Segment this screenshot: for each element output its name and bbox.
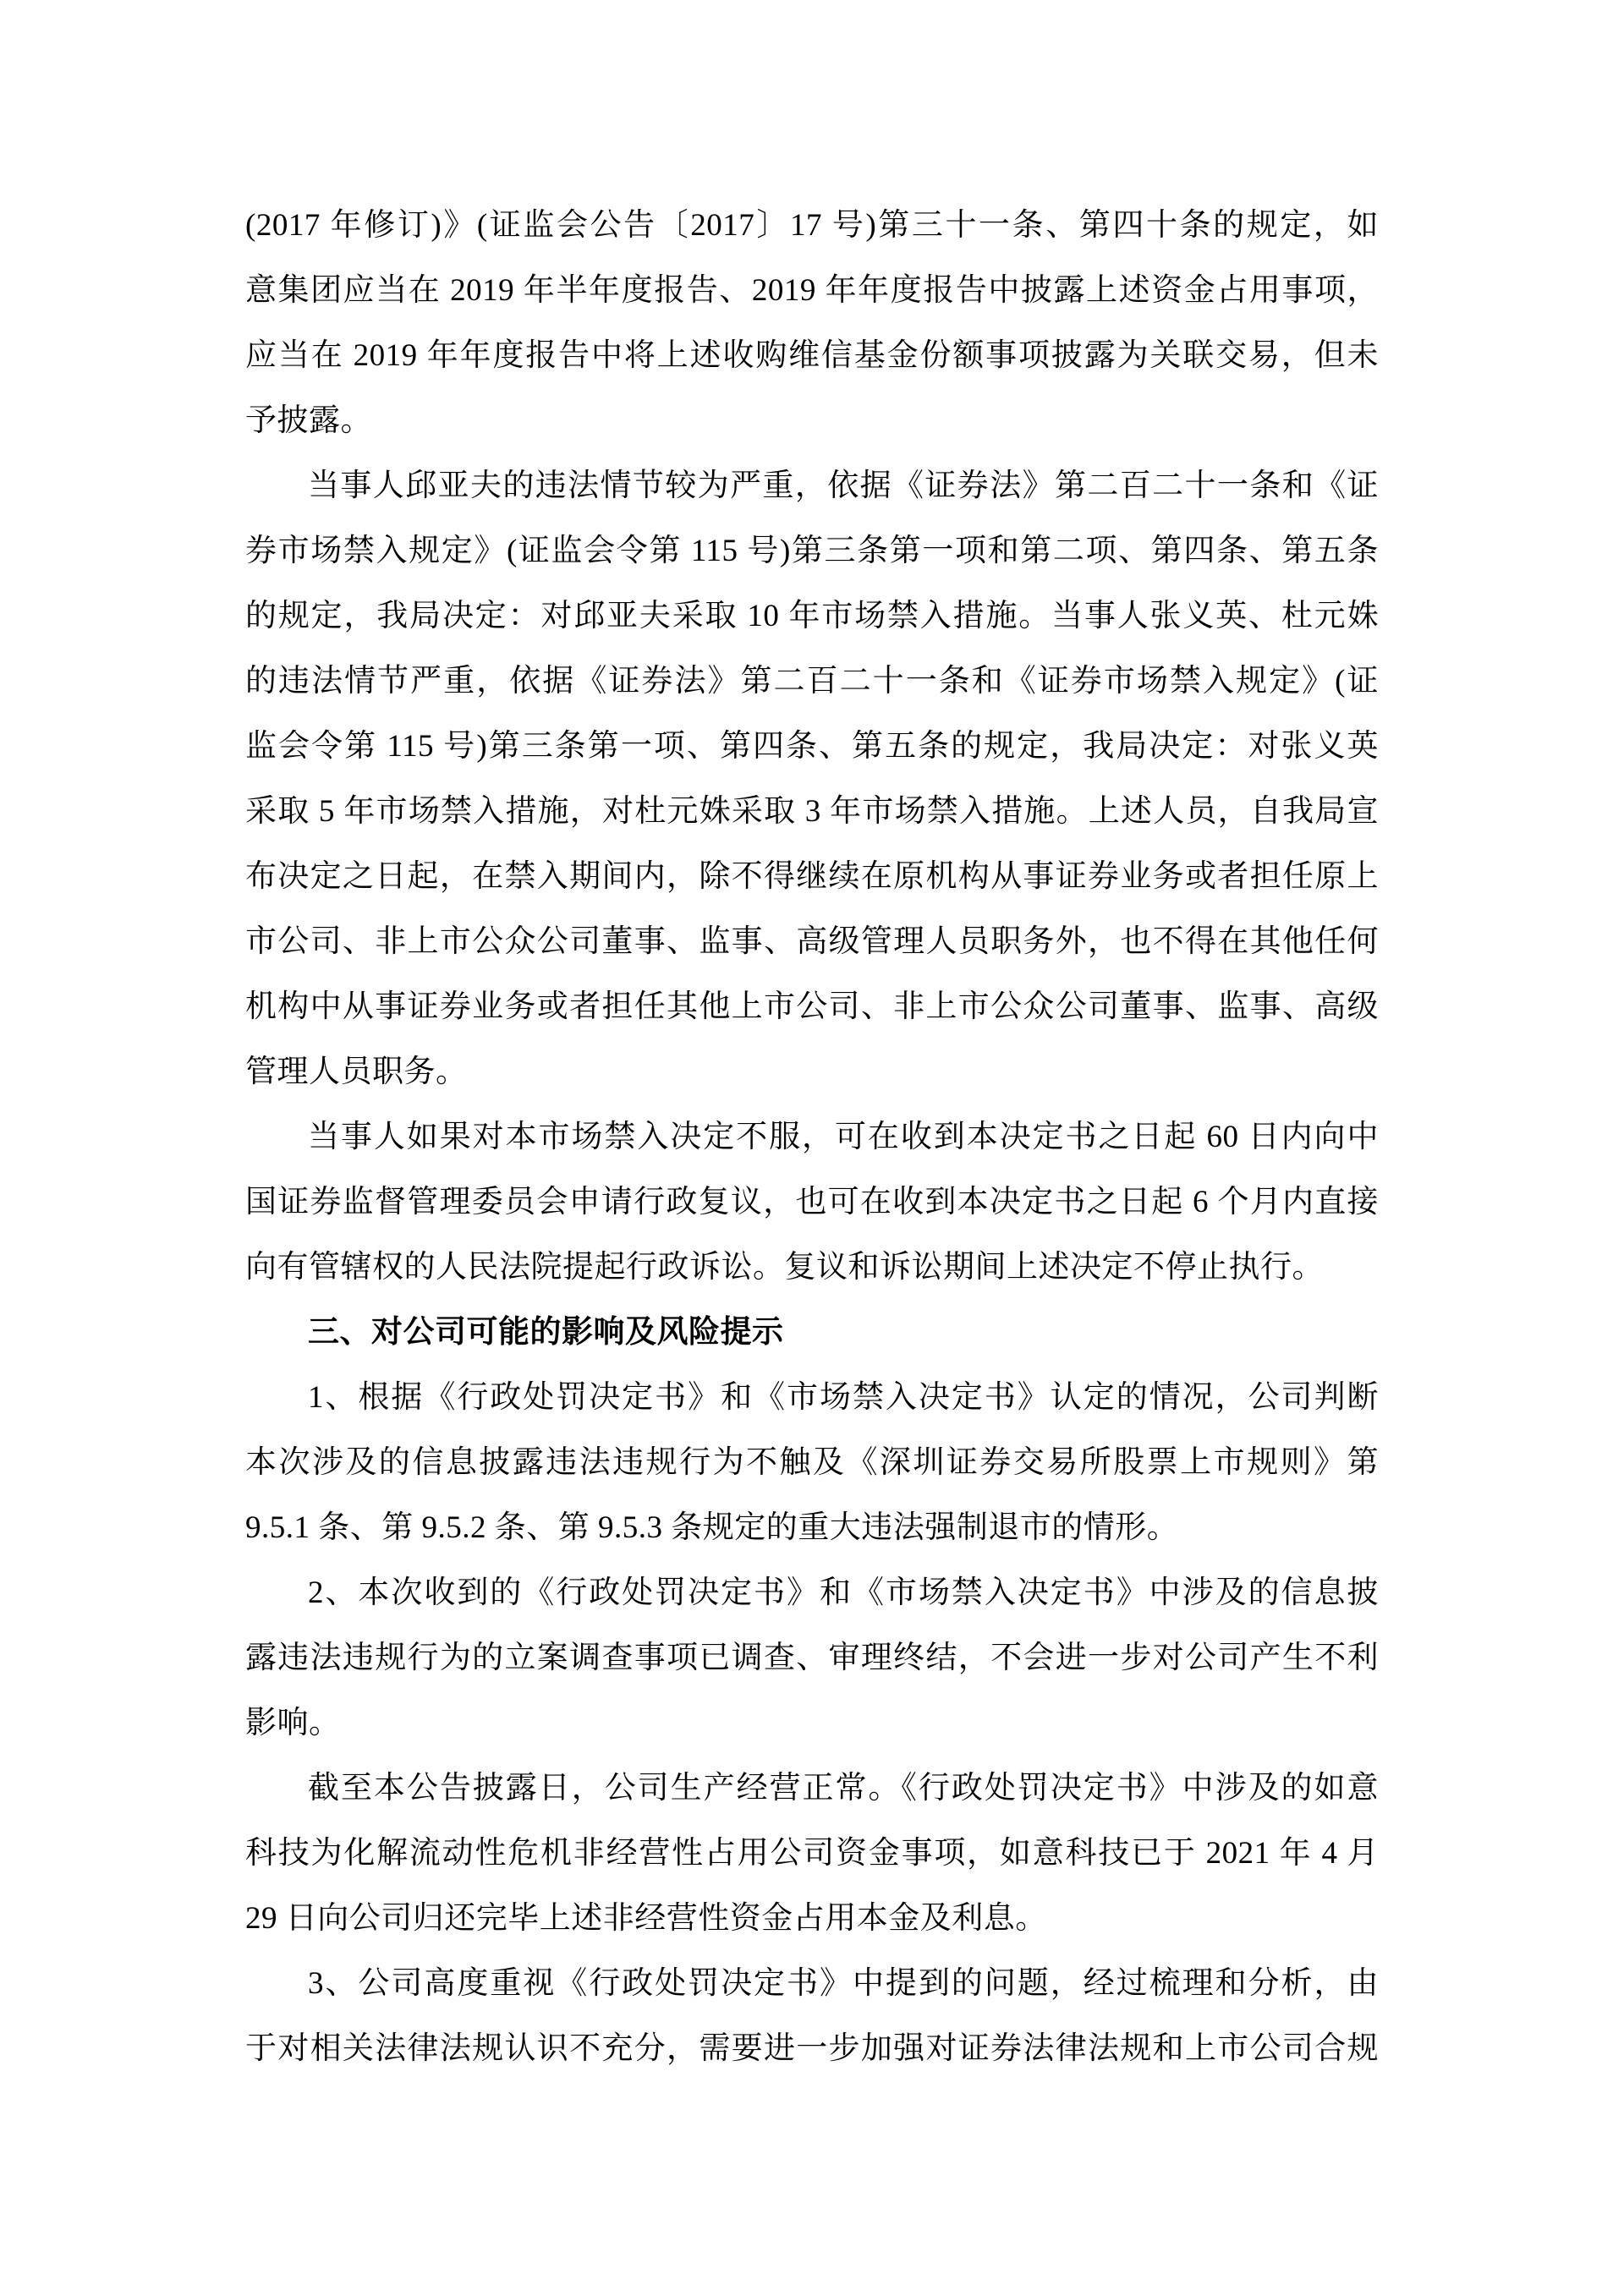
document-body <box>245 193 1379 2081</box>
text-line: 科技为化解流动性危机非经营性占用公司资金事项，如意科技已于 2021 年 4 月 <box>245 1836 1379 1871</box>
text-line: 3、公司高度重视《行政处罚决定书》中提到的问题，经过梳理和分析，由 <box>308 1966 1379 2001</box>
text-line: 监会令第 115 号)第三条第一项、第四条、第五条的规定，我局决定：对张义英 <box>245 729 1379 764</box>
section-heading: 三、对公司可能的影响及风险提示 <box>308 1315 784 1350</box>
text-line: 1、根据《行政处罚决定书》和《市场禁入决定书》认定的情况，公司判断 <box>308 1380 1379 1415</box>
text-line: 露违法违规行为的立案调查事项已调查、审理终结，不会进一步对公司产生不利 <box>245 1641 1379 1675</box>
text-line: 影响。 <box>245 1706 341 1740</box>
text-line: 于对相关法律法规认识不充分，需要进一步加强对证券法律法规和上市公司合规 <box>245 2031 1379 2066</box>
text-line: 本次涉及的信息披露违法违规行为不触及《深圳证券交易所股票上市规则》第 <box>245 1445 1379 1480</box>
text-line: 的违法情节严重，依据《证券法》第二百二十一条和《证券市场禁入规定》(证 <box>245 664 1379 699</box>
text-line: 截至本公告披露日，公司生产经营正常。《行政处罚决定书》中涉及的如意 <box>308 1771 1379 1806</box>
text-line: 29 日向公司归还完毕上述非经营性资金占用本金及利息。 <box>245 1901 1047 1936</box>
text-line: 9.5.1 条、第 9.5.2 条、第 9.5.3 条规定的重大违法强制退市的情形。 <box>245 1510 1179 1545</box>
text-line: 向有管辖权的人民法院提起行政诉讼。复议和诉讼期间上述决定不停止执行。 <box>245 1250 1324 1285</box>
text-line: 的规定，我局决定：对邱亚夫采取 10 年市场禁入措施。当事人张义英、杜元姝 <box>245 599 1379 633</box>
text-line: 予披露。 <box>245 403 372 438</box>
text-line: 应当在 2019 年年度报告中将上述收购维信基金份额事项披露为关联交易，但未 <box>245 338 1379 373</box>
text-line: 机构中从事证券业务或者担任其他上市公司、非上市公众公司董事、监事、高级 <box>245 989 1379 1024</box>
text-line: 布决定之日起，在禁入期间内，除不得继续在原机构从事证券业务或者担任原上 <box>245 859 1379 894</box>
text-line: 采取 5 年市场禁入措施，对杜元姝采取 3 年市场禁入措施。上述人员，自我局宣 <box>245 794 1379 829</box>
text-line: 当事人邱亚夫的违法情节较为严重，依据《证券法》第二百二十一条和《证 <box>308 469 1379 503</box>
text-line: (2017 年修订)》(证监会公告〔2017〕17 号)第三十一条、第四十条的规定，如 <box>245 208 1379 243</box>
text-line: 管理人员职务。 <box>245 1055 468 1089</box>
text-line: 意集团应当在 2019 年半年度报告、2019 年年度报告中披露上述资金占用事项， <box>245 273 1379 308</box>
text-line: 当事人如果对本市场禁入决定不服，可在收到本决定书之日起 60 日内向中 <box>308 1120 1379 1154</box>
text-line: 2、本次收到的《行政处罚决定书》和《市场禁入决定书》中涉及的信息披 <box>308 1575 1379 1610</box>
text-line: 国证券监督管理委员会申请行政复议，也可在收到本决定书之日起 6 个月内直接 <box>245 1185 1379 1219</box>
text-line: 市公司、非上市公众公司董事、监事、高级管理人员职务外，也不得在其他任何 <box>245 924 1379 959</box>
text-line: 券市场禁入规定》(证监会令第 115 号)第三条第一项和第二项、第四条、第五条 <box>245 534 1379 568</box>
